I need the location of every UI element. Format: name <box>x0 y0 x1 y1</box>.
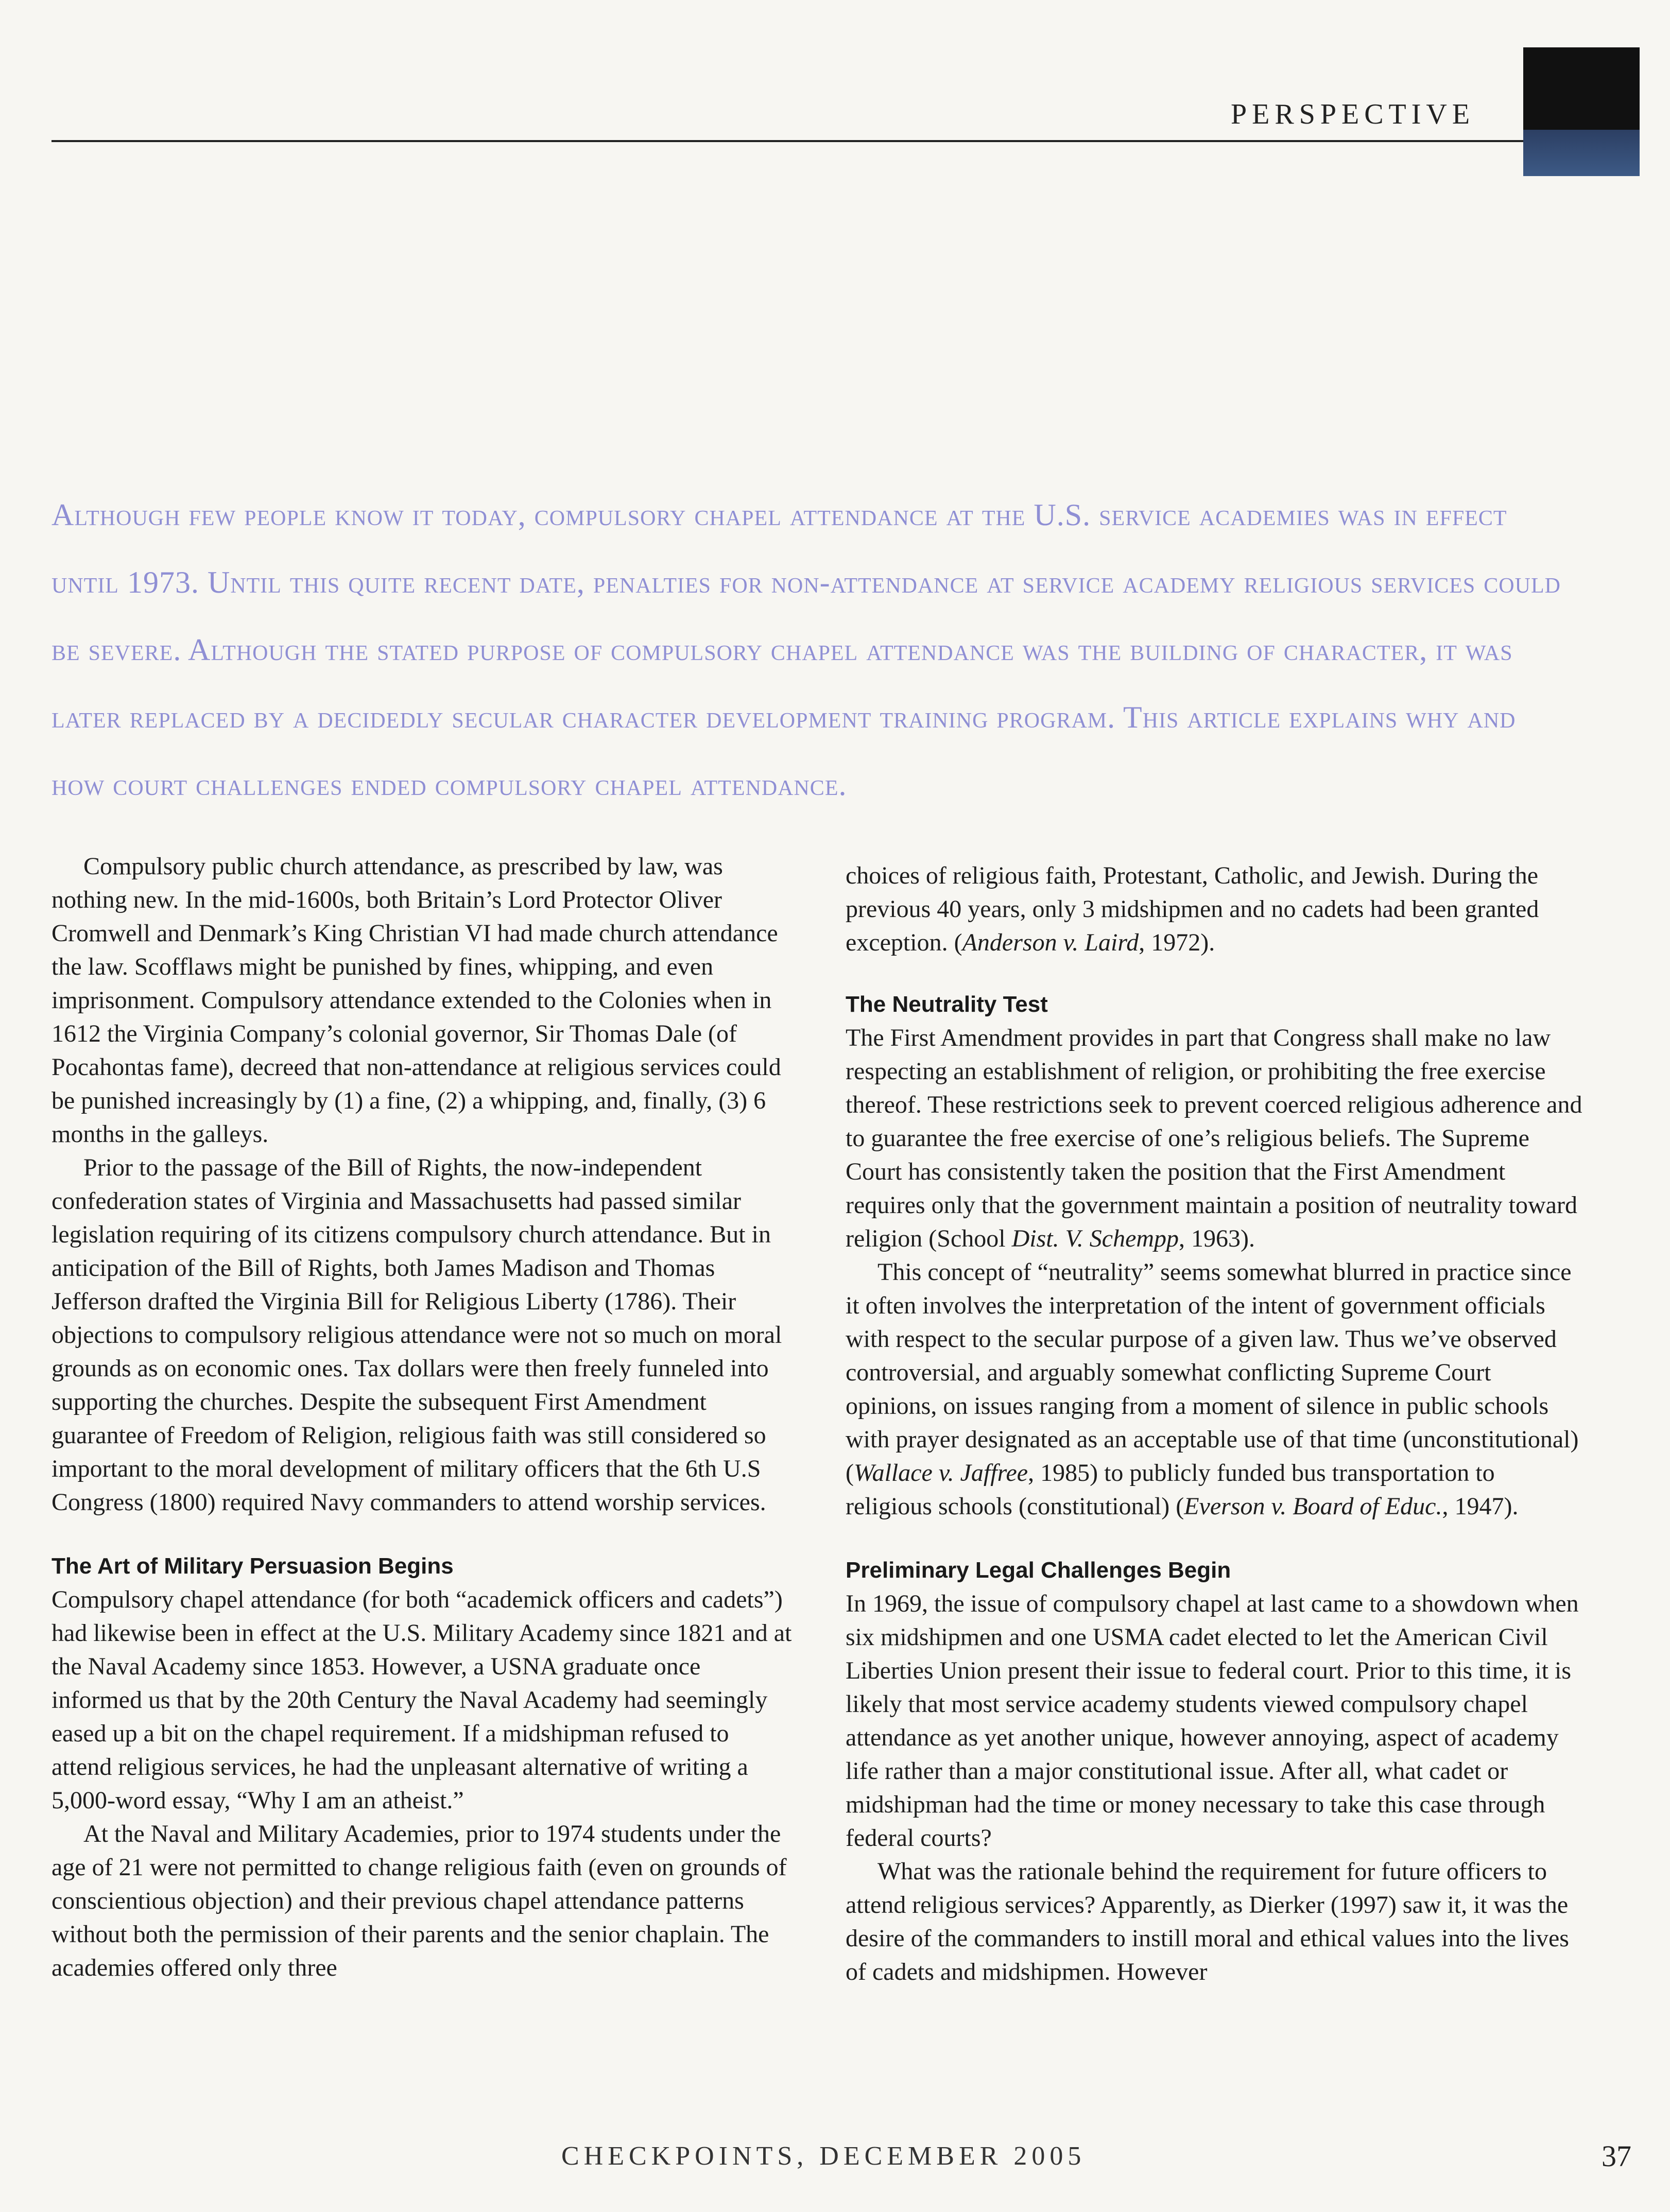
page-number: 37 <box>1602 2139 1631 2173</box>
paragraph: This concept of “neutrality” seems somewhat blurred in practice since it often involves the interpretation of the intent of government officials with respect to the secular purpose of a given law. Thus we’ve observed controversial, and arguably somewhat conflicting Supreme Court opinions, on issues ranging from a moment of silence in public schools with prayer designated as an acceptable use of that time (unconstitutional) (Wallace v. Jaffree, 1985) to publicly funded bus transportation to religious schools (constitutional) (Everson v. Board of Educ., 1947). <box>846 1258 1579 1520</box>
paragraph: choices of religious faith, Protestant, Catholic, and Jewish. During the previous 40 years, only 3 midshipmen and no cadets had been granted exception. (Anderson v. Laird, 1972). <box>846 862 1539 956</box>
paragraph: Prior to the passage of the Bill of Rights, the now-independent confederation states of Virginia and Massachusetts had passed similar legislation requiring of its citizens compulsory church attendance. But in anticipation of the Bill of Rights, both James Madison and Thomas Jefferson drafted the Virginia Bill for Religious Liberty (1786). Their objections to compulsory religious attendance were not so much on moral grounds as on economic ones. Tax dollars were then freely funneled into supporting the churches. Despite the subsequent First Amendment guarantee of Freedom of Religion, religious faith was still considered so important to the moral development of military officers that the 6th U.S Congress (1800) required Navy commanders to attend worship services. <box>51 1154 782 1516</box>
case-citation: Dist. V. Schempp <box>1011 1225 1179 1252</box>
left-column <box>51 850 793 1984</box>
paragraph: Compulsory public church attendance, as prescribed by law, was nothing new. In the mid-1600s, both Britain’s Lord Protector Oliver Cromwell and Denmark’s King Christian VI had made church attendance the law. Scofflaws might be punished by fines, whipping, and even imprisonment. Compulsory attendance extended to the Colonies when in 1612 the Virginia Company’s colonial governor, Sir Thomas Dale (of Pocahontas fame), decreed that non-attendance at religious services could be punished increasingly by (1) a fine, (2) a whipping, and, finally, (3) 6 months in the galleys. <box>51 853 781 1148</box>
case-citation: Wallace v. Jaffree <box>853 1459 1028 1487</box>
paragraph: In 1969, the issue of compulsory chapel at last came to a showdown when six midshipmen and one USMA cadet elected to let the American Civil Liberties Union present their issue to federal court. Prior to this time, it is likely that most service academy students viewed compulsory chapel attendance as yet another unique, however annoying, aspect of academy life rather than a major constitutional issue. After all, what cadet or midshipman had the time or money necessary to take this case through federal courts? <box>846 1590 1579 1852</box>
paragraph: Compulsory chapel attendance (for both “academick officers and cadets”) had likewise been in effect at the U.S. Military Academy since 1821 and at the Naval Academy since 1853. However, a USNA graduate once informed us that by the 20th Century the Naval Academy had seemingly eased up a bit on the chapel requirement. If a midshipman refused to attend religious services, he had the unpleasant alternative of writing a 5,000-word essay, “Why I am an atheist.” <box>51 1586 792 1814</box>
corner-color-block <box>1523 47 1640 176</box>
article-deck: Although few people know it today, compulsory chapel attendance at the U.S. service academies was in effect until 1973. Until this quite recent date, penalties for non-attendance at service academy religious services could be severe. Although the stated purpose of compulsory chapel attendance was the building of character, it was later replaced by a decidedly secular character development training program. This article explains why and how court challenges ended compulsory chapel attendance. <box>51 498 1561 802</box>
footer-publication: CHECKPOINTS, DECEMBER 2005 <box>561 2141 1086 2171</box>
paragraph: The First Amendment provides in part that Congress shall make no law respecting an establishment of religion, or prohibiting the free exercise thereof. These restrictions seek to prevent coerced religious adherence and to guarantee the free exercise of one’s religious beliefs. The Supreme Court has consistently taken the position that the First Amendment requires only that the government maintain a position of neutrality toward religion (School Dist. V. Schempp, 1963). <box>846 1024 1582 1252</box>
paragraph: At the Naval and Military Academies, prior to 1974 students under the age of 21 were not permitted to change religious faith (even on grounds of conscientious objection) and their previous chapel attendance patterns without both the permission of their parents and the senior chaplain. The academies offered only three <box>51 1820 787 1981</box>
right-column <box>846 859 1587 1989</box>
subheading: Preliminary Legal Challenges Begin <box>846 1558 1231 1583</box>
subheading: The Art of Military Persuasion Begins <box>51 1553 454 1579</box>
subheading: The Neutrality Test <box>846 992 1048 1017</box>
case-citation: Everson v. Board of Educ. <box>1184 1493 1442 1520</box>
case-citation: Anderson v. Laird <box>962 929 1139 956</box>
header-rule <box>51 140 1524 142</box>
section-label: PERSPECTIVE <box>1231 98 1475 130</box>
paragraph: What was the rationale behind the requirement for future officers to attend religious services? Apparently, as Dierker (1997) saw it, it was the desire of the commanders to instill moral and ethical values into the lives of cadets and midshipmen. However <box>846 1858 1569 1985</box>
